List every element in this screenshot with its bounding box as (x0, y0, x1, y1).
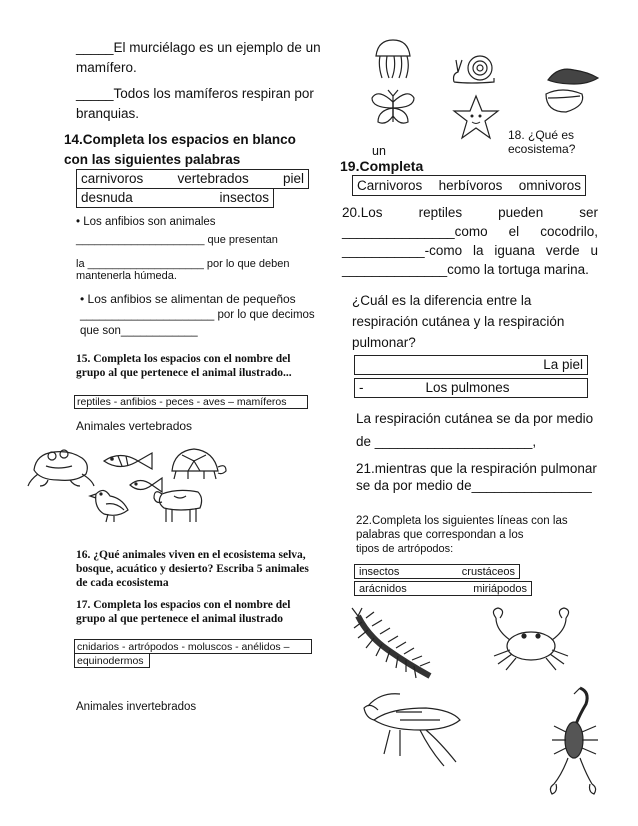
box-piel-text: La piel (543, 357, 583, 372)
anfibios-line-1: • Los anfibios son animales (76, 216, 216, 228)
word-aracnidos: arácnidos (359, 582, 407, 595)
q15-word-box (74, 395, 308, 409)
word-herbivoros: herbívoros (438, 177, 503, 193)
word-insectos: insectos (219, 190, 269, 205)
q17-words-2: equinodermos (77, 654, 144, 667)
q22-sub: tipos de artrópodos: (356, 543, 454, 555)
invertebrados-label: Animales invertebrados (76, 701, 197, 713)
word-desnuda: desnuda (81, 190, 133, 205)
anfibios-line-2: _____________________ que presentan (76, 234, 278, 246)
frog-icon (26, 440, 96, 488)
q17-word-box-2 (74, 653, 150, 668)
word-carnivoros: carnivoros (81, 171, 144, 186)
q14-word-box-1 (76, 169, 309, 189)
jellyfish-icon (370, 38, 416, 80)
box-piel (354, 355, 588, 375)
anfibios-line-3: la ___________________ por lo que deben (76, 258, 290, 270)
q19-word-box (352, 175, 586, 196)
word-miriapodos: miriápodos (473, 582, 527, 595)
butterfly-icon (368, 88, 418, 128)
box-pulmones-dash: - (359, 380, 364, 395)
grasshopper-icon (360, 690, 470, 770)
q-mamiferos: _____Todos los mamíferos respiran por branquias. (76, 86, 314, 121)
bird-icon (86, 484, 134, 524)
q19-title: 19.Completa (340, 158, 424, 174)
q22: 22.Completa los siguientes líneas con las palabras que correspondan a los (356, 515, 568, 541)
word-omnivoros: omnivoros (518, 177, 581, 193)
anfibios-line-7: que son____________ (80, 325, 198, 337)
word-vertebrados: vertebrados (177, 171, 249, 186)
q17-words-1: cnidarios - artrópodos - moluscos - anélidos – (77, 640, 290, 653)
word-crustaceos: crustáceos (461, 565, 515, 578)
crab-icon (486, 606, 576, 674)
q21: 21.mientras que la respiración pulmonar se da por medio de________________ (356, 461, 597, 493)
q15-words: reptiles - anfibios - peces - aves – mamíferos (77, 396, 287, 408)
un-label: un (372, 144, 386, 158)
art-box-2 (354, 581, 532, 596)
centipede-icon (348, 606, 440, 686)
cutanea-text: La respiración cutánea se da por medio de _____________________, (356, 411, 594, 449)
box-pulmones-text: Los pulmones (425, 380, 510, 395)
q17-title: 17. Completa los espacios con el nombre del grupo al que pertenece el animal ilustrado (76, 599, 291, 625)
anfibios-line-4: mantenerla húmeda. (76, 270, 177, 282)
caterpillar-leaf-icon (540, 58, 602, 118)
starfish-icon (452, 94, 500, 140)
anfibios-line-6: _____________________ por lo que decimos (80, 309, 315, 321)
anfibios-line-5: • Los anfibios se alimentan de pequeños (80, 292, 296, 306)
q14-word-box-2 (76, 188, 274, 208)
q14-title: 14.Completa los espacios en blanco con las siguientes palabras (64, 132, 296, 167)
scorpion-icon (546, 684, 606, 800)
q15-title: 15. Completa los espacios con el nombre del grupo al que pertenece el animal ilustrado... (76, 353, 292, 379)
snail-icon (450, 52, 498, 86)
box-pulmones (354, 378, 588, 398)
q18: 18. ¿Qué es ecosistema? (508, 128, 576, 156)
q17-word-box-1 (74, 639, 312, 654)
vertebrados-label: Animales vertebrados (76, 419, 193, 433)
q20: 20.Los reptiles pueden ser _______________como el cocodrilo, ___________-como la iguana verde u ______________como la tortuga marina. (342, 205, 598, 277)
art-box-1 (354, 564, 520, 579)
word-piel: piel (282, 171, 304, 186)
word-insectos-art: insectos (359, 565, 400, 578)
word-carnivoros-2: Carnivoros (357, 177, 423, 193)
turtle-icon (164, 445, 228, 481)
q16: 16. ¿Qué animales viven en el ecosistema selva, bosque, acuático y desierto? Escriba 5 animales de cada ecosistema (76, 549, 309, 589)
diferencia-question: ¿Cuál es la diferencia entre la respiración cutánea y la respiración pulmonar? (352, 293, 565, 350)
q-murcielago: _____El murciélago es un ejemplo de un mamífero. (76, 40, 321, 75)
cow-icon (150, 478, 206, 524)
fish-icon (98, 450, 158, 472)
